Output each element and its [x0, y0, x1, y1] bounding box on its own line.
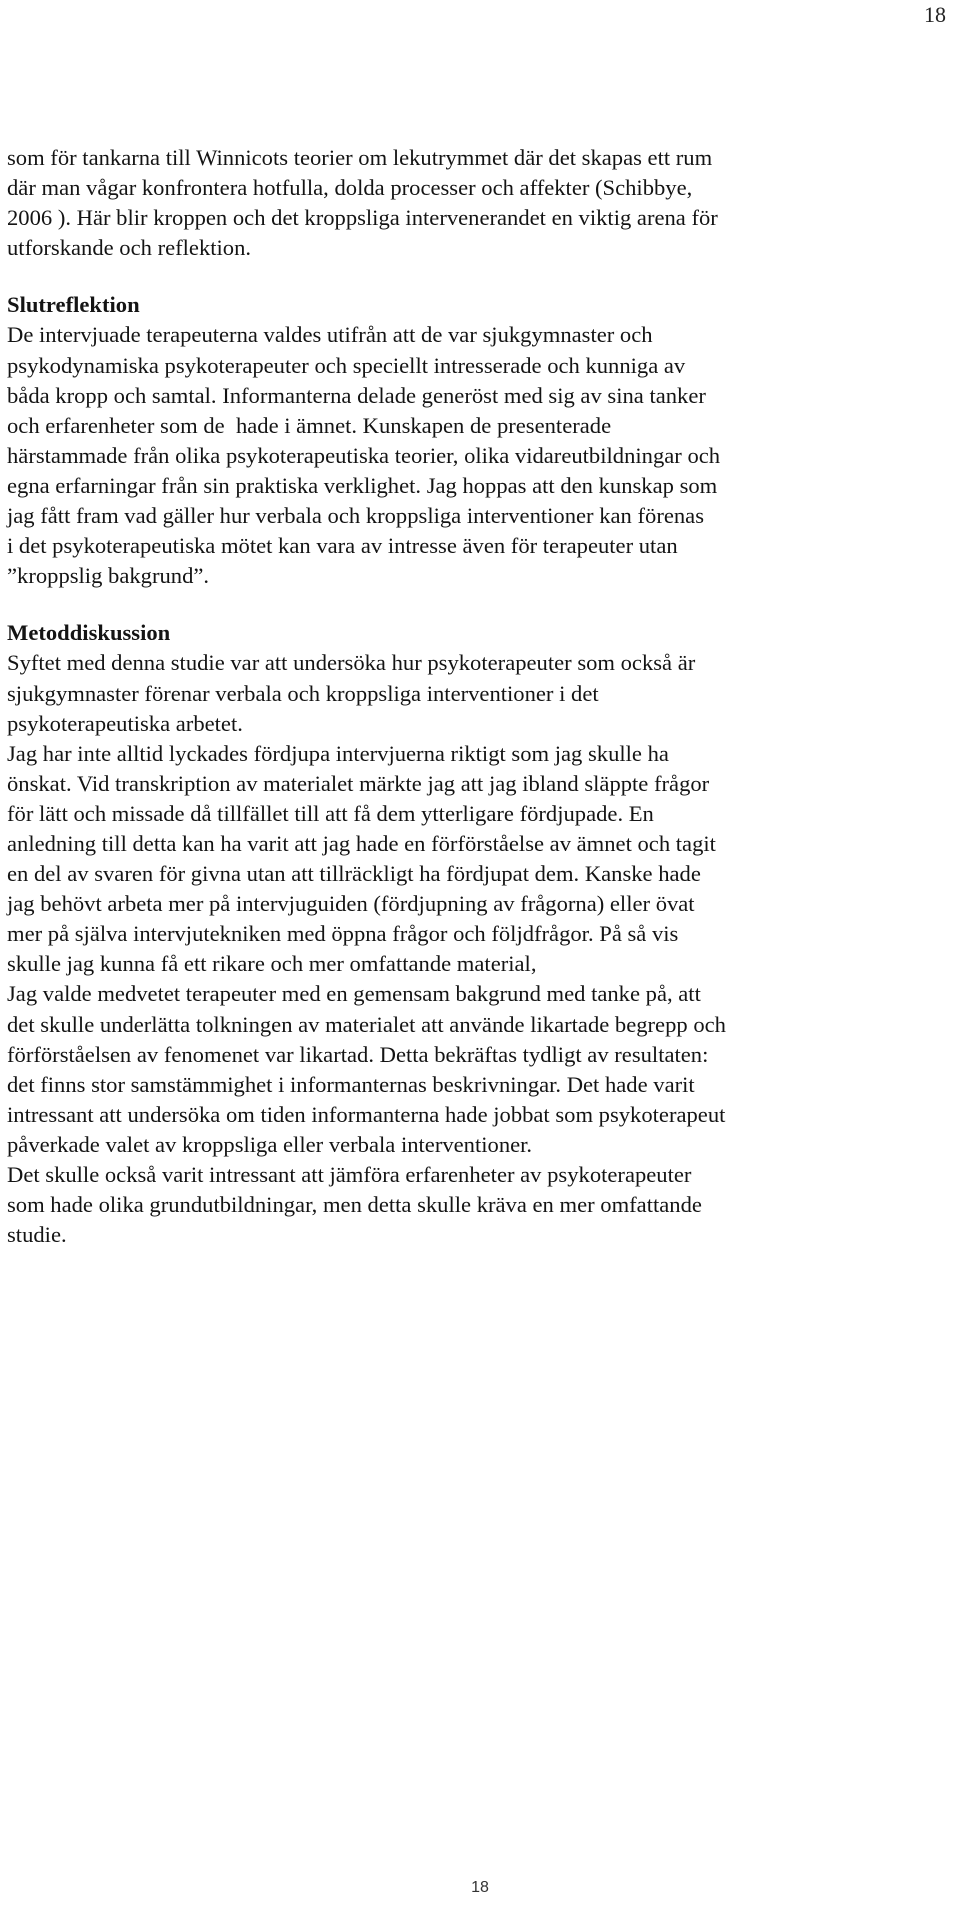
text-line: en del av svaren för givna utan att tillräckligt ha fördjupat dem. Kanske hade	[7, 861, 701, 887]
page-number-bottom: 18	[471, 1879, 489, 1896]
text-line: förförståelsen av fenomenet var likartad. Detta bekräftas tydligt av resultaten:	[7, 1041, 709, 1067]
section-gap	[7, 263, 960, 290]
intro-paragraph	[7, 143, 960, 263]
text-line: jag fått fram vad gäller hur verbala och kroppsliga interventioner kan förenas	[7, 503, 704, 529]
text-line: och erfarenheter som de hade i ämnet. Kunskapen de presenterade	[7, 412, 612, 438]
text-line: i det psykoterapeutiska mötet kan vara av intresse även för terapeuter utan	[7, 533, 678, 559]
text-line: som hade olika grundutbildningar, men detta skulle kräva en mer omfattande	[7, 1192, 702, 1218]
text-line: jag behövt arbeta mer på intervjuguiden (fördjupning av frågorna) eller övat	[7, 891, 695, 917]
text-line: ”kroppslig bakgrund”.	[7, 563, 210, 589]
document-body	[7, 143, 960, 1250]
text-line: Jag valde medvetet terapeuter med en gemensam bakgrund med tanke på, att	[7, 981, 701, 1007]
section-slutreflektion	[7, 290, 960, 591]
text-line: studie.	[7, 1222, 67, 1248]
text-line: intressant att undersöka om tiden informanterna hade jobbat som psykoterapeut	[7, 1101, 726, 1127]
section-metoddiskussion	[7, 618, 960, 1250]
text-line: egna erfarningar från sin praktiska verklighet. Jag hoppas att den kunskap som	[7, 472, 718, 498]
page-number-top: 18	[924, 2, 946, 27]
text-line: som för tankarna till Winnicots teorier om lekutrymmet där det skapas ett rum	[7, 145, 713, 170]
text-line: utforskande och reflektion.	[7, 235, 252, 261]
text-line: 2006 ). Här blir kroppen och det kroppsliga intervenerandet en viktig arena för	[7, 205, 718, 231]
text-line: båda kropp och samtal. Informanterna delade generöst med sig av sina tanker	[7, 382, 706, 408]
text-line: påverkade valet av kroppsliga eller verbala interventioner.	[7, 1131, 533, 1157]
text-line: sjukgymnaster förenar verbala och kroppsliga interventioner i det	[7, 680, 599, 706]
text-line: för lätt och missade då tillfället till att få dem ytterligare fördjupade. En	[7, 800, 654, 826]
text-line: där man vågar konfrontera hotfulla, dolda processer och affekter (Schibbye,	[7, 175, 693, 201]
text-line: Det skulle också varit intressant att jämföra erfarenheter av psykoterapeuter	[7, 1162, 692, 1187]
text-line: Syftet med denna studie var att undersöka hur psykoterapeuter som också är	[7, 650, 696, 676]
text-line: det skulle underlätta tolkningen av materialet att använde likartade begrepp och	[7, 1011, 726, 1037]
section-heading: Metoddiskussion	[7, 620, 171, 646]
text-line: härstammade från olika psykoterapeutiska teorier, olika vidareutbildningar och	[7, 442, 721, 468]
text-line: psykoterapeutiska arbetet.	[7, 710, 243, 736]
text-line: mer på själva intervjutekniken med öppna frågor och följdfrågor. På så vis	[7, 921, 679, 947]
text-line: det finns stor samstämmighet i informanternas beskrivningar. Det hade varit	[7, 1071, 695, 1097]
text-line: skulle jag kunna få ett rikare och mer omfattande material,	[7, 951, 537, 977]
text-line: Jag har inte alltid lyckades fördjupa intervjuerna riktigt som jag skulle ha	[7, 740, 669, 766]
text-line: De intervjuade terapeuterna valdes utifrån att de var sjukgymnaster och	[7, 322, 653, 348]
text-line: psykodynamiska psykoterapeuter och speciellt intresserade och kunniga av	[7, 352, 686, 378]
section-heading: Slutreflektion	[7, 292, 140, 318]
text-line: önskat. Vid transkription av materialet märkte jag att jag ibland släppte frågor	[7, 770, 710, 796]
section-gap	[7, 591, 960, 618]
text-line: anledning till detta kan ha varit att jag hade en förförståelse av ämnet och tagit	[7, 830, 716, 856]
